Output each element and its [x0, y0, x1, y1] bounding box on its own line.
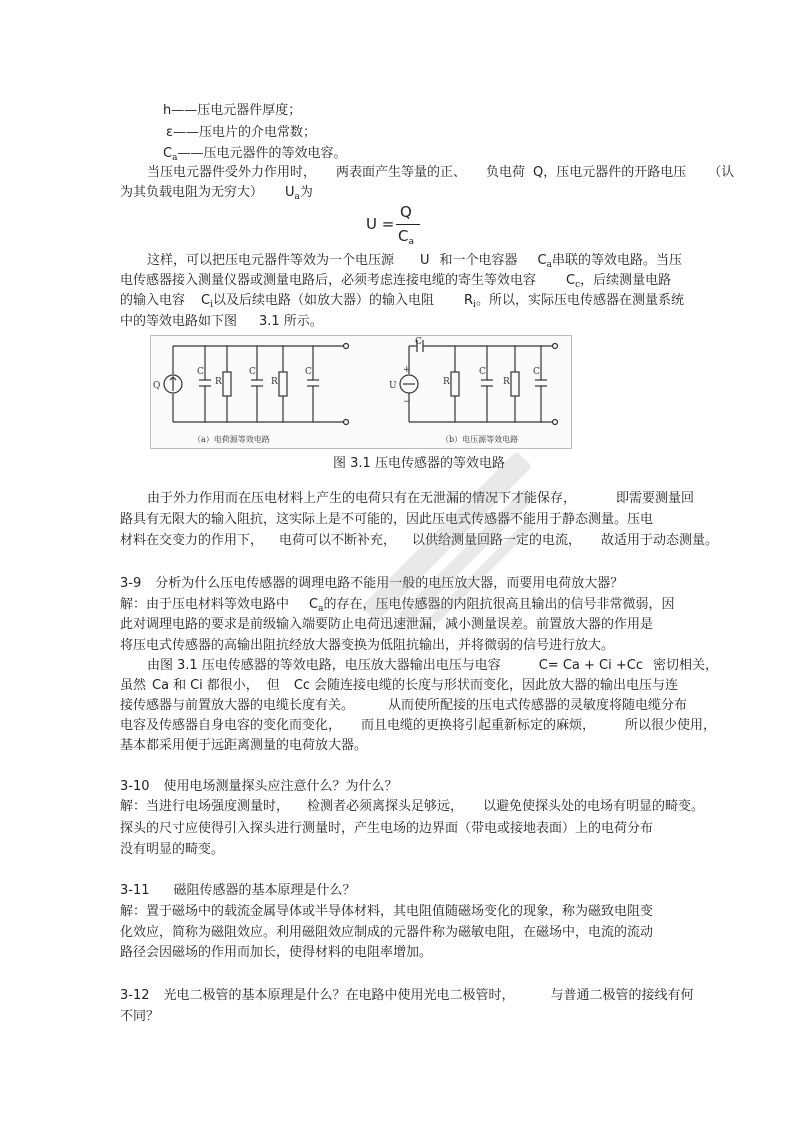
def-h: h——压电元器件厚度；	[163, 103, 302, 118]
label-minus: −	[403, 397, 411, 407]
label-ri-b: R	[503, 377, 510, 387]
q39-line2: 此对调理电路的要求是前级输入端要防止电荷迅速泄漏，减小测量误差。前置放大器的作用是	[120, 617, 654, 632]
def-epsilon: ε——压电片的介电常数；	[166, 125, 317, 140]
q311-line1: 解：置于磁场中的载流金属导体或半导体材料，其电阻值随磁场变化的现象，称为磁致电阻变	[120, 904, 654, 919]
q39-line5: 虽然 Ca 和 Ci 都很小， 但 Cc 会随连接电缆的长度与形状而变化，因此放大器的输出电压与连	[120, 678, 679, 693]
circuit-diagram	[151, 336, 571, 448]
caption-b: （b）电压源等效电路	[441, 435, 519, 444]
q311-line2: 化效应，简称为磁阻效应。利用磁阻效应制成的元器件称为磁敏电阻，在磁场中，电流的流动	[120, 925, 654, 940]
p2-line1: 这样，可以把压电元器件等效为一个电压源 U 和一个电容器 $C_a$串联的等效电路。当压	[147, 253, 683, 270]
q39-line8: 基本都采用便于远距离测量的电荷放大器。	[120, 738, 368, 753]
p2-line2: 电传感器接入测量仪器或测量电路后，必须考虑连接电缆的寄生等效电容 $C_c$，后续测量电路	[120, 273, 672, 290]
p2-line3: 的输入电容 $C_i$以及后续电路（如放大器）的输入电阻 $R_i$。所以，实际压电传感器在测量系统	[120, 293, 684, 310]
q39-line7: 电容及传感器自身电容的变化而变化， 而且电缆的更换将引起重新标定的麻烦， 所以很少使用，	[120, 718, 717, 733]
q311-line3: 路径会因磁场的作用而加长，使得材料的电阻率增加。	[120, 945, 433, 960]
q39-heading: 3-9 分析为什么压电传感器的调理电路不能用一般的电压放大器，而要用电荷放大器？	[120, 576, 624, 591]
figure-caption: 图 3.1 压电传感器的等效电路	[333, 456, 505, 471]
formula-denominator: $C_a$	[398, 227, 414, 247]
label-ci-b: C	[533, 367, 540, 377]
p3-line2: 路具有无限大的输入阻抗，这实际上是不可能的，因此压电式传感器不能用于静态测量。压电	[120, 512, 654, 527]
q39-line3: 将压电式传感器的高输出阻抗经放大器变换为低阻抗输出，并将微弱的信号进行放大。	[120, 638, 615, 653]
label-cc-b: C	[479, 367, 486, 377]
fraction-bar	[396, 224, 420, 225]
formula-numerator: Q	[400, 203, 412, 221]
q310-line2: 探头的尺寸应使得引入探头进行测量时，产生电场的边界面（带电或接地表面）上的电荷分布	[120, 821, 654, 836]
label-ca: C	[197, 367, 204, 377]
formula-lhs: U =	[366, 215, 395, 233]
label-q: Q	[153, 381, 161, 391]
p1-line2: 为其负载电阻为无穷大） $U_a$为	[120, 185, 313, 202]
label-ra: R	[215, 377, 222, 387]
q312-heading: 3-12 光电二极管的基本原理是什么？在电路中使用光电二极管时， 与普通二极管的接线有何	[120, 988, 694, 1003]
label-ca-series: C	[415, 337, 422, 347]
label-ri: R	[271, 377, 278, 387]
q39-line6: 接传感器与前置放大器的电缆长度有关。 从而使所配接的压电式传感器的灵敏度将随电缆分布	[120, 698, 688, 713]
label-ua: U	[389, 381, 397, 391]
label-plus: +	[403, 365, 411, 375]
q311-heading: 3-11 磁阻传感器的基本原理是什么？	[120, 883, 356, 898]
figure-equivalent-circuit	[150, 335, 572, 449]
def-ca: $C_a——$压电元器件的等效电容。	[163, 146, 347, 163]
q39-line1: 解：由于压电材料等效电路中 $C_a$的存在，压电传感器的内阻抗很高且输出的信号非常微弱，因	[120, 597, 675, 614]
caption-a: （a）电荷源等效电路	[193, 435, 270, 444]
q39-line4: 由图 3.1 压电传感器的等效电路，电压放大器输出电压与电容 C= Ca + Ci +Cc 密切相关，	[147, 658, 718, 673]
p3-line1: 由于外力作用而在压电材料上产生的电荷只有在无泄漏的情况下才能保存， 即需要测量回	[147, 491, 695, 506]
label-ra-b: R	[443, 377, 450, 387]
label-cc: C	[249, 367, 256, 377]
q310-line3: 没有明显的畸变。	[120, 842, 225, 857]
p3-line3: 材料在交变力的作用下， 电荷可以不断补充， 以供给测量回路一定的电流， 故适用于动态测量。	[120, 533, 719, 548]
q310-heading: 3-10 使用电场测量探头应注意什么？为什么？	[120, 779, 398, 794]
p2-line4: 中的等效电路如下图 3.1 所示。	[120, 314, 323, 329]
q312-line2: 不同？	[120, 1009, 160, 1024]
formula-u	[366, 203, 426, 247]
label-ci: C	[305, 367, 312, 377]
p1-line1: 当压电元器件受外力作用时， 两表面产生等量的正、 负电荷 Q，压电元器件的开路电压 （认	[147, 165, 735, 180]
q310-line1: 解：当进行电场强度测量时， 检测者必须离探头足够远， 以避免使探头处的电场有明显的畸变。	[120, 799, 705, 814]
